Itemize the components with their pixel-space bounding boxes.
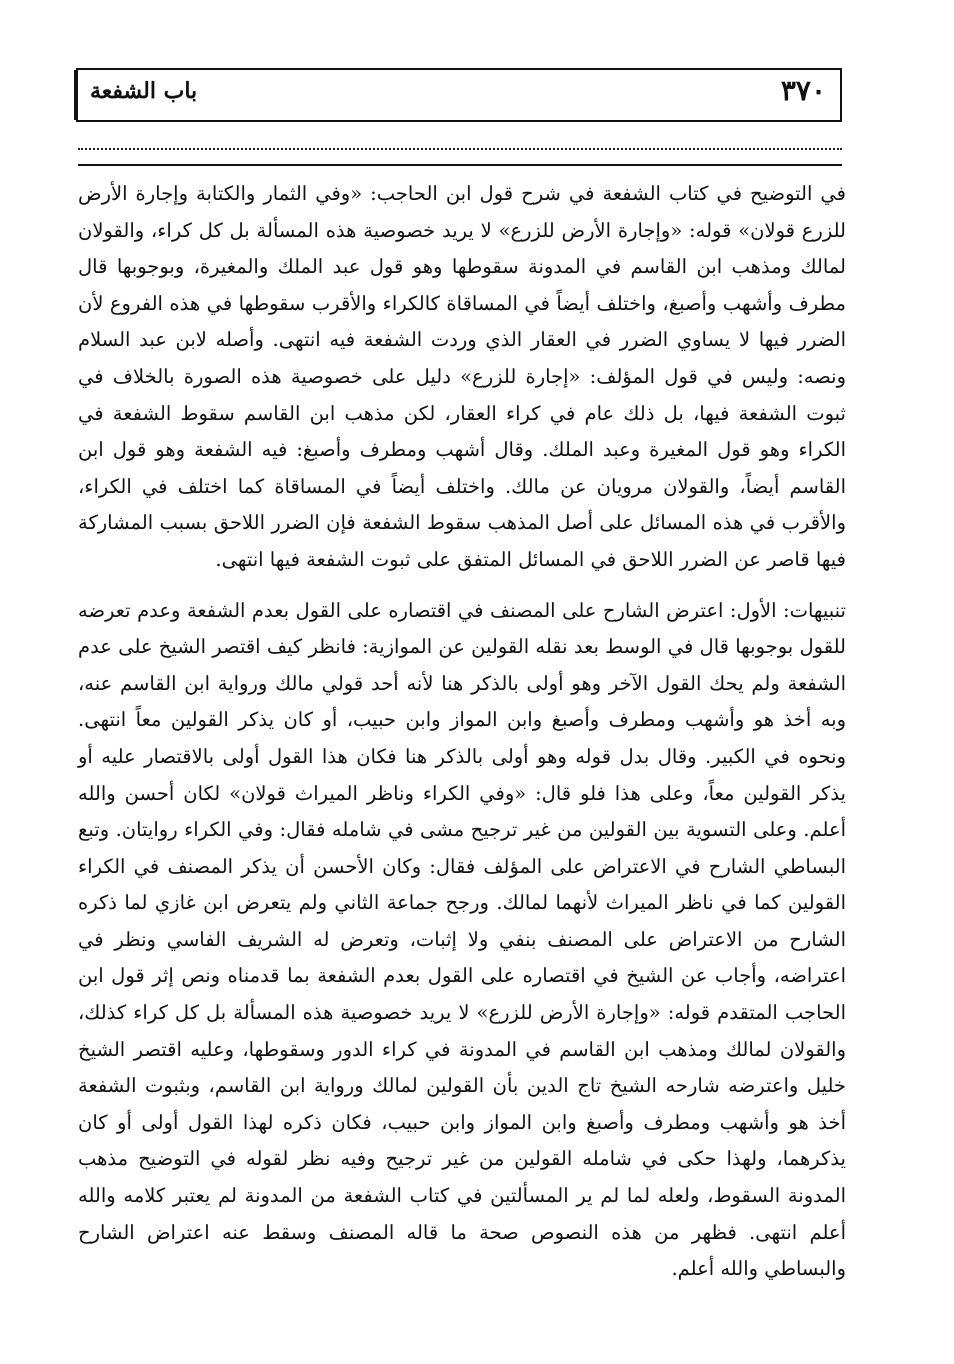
paragraph-2: تنبيهات: الأول: اعترض الشارح على المصنف في اقتصاره على القول بعدم الشفعة وعدم تعرضه للقول بوجوبها قال في الوسط بعد نقله القولين عن الموازية: فانظر كيف اقتصر الشيخ على عدم الشفعة ولم يحك القول الآخر وهو أولى بالذكر هنا لأنه أحد قولي مالك ورواية ابن القاسم عنه، وبه أخذ هو وأشهب ومطرف وأصبغ وابن المواز وابن حبيب، أو كان يذكر القولين معاً انتهى. ونحوه في الكبير. وقال بدل قوله وهو أولى بالذكر هنا فكان هذا القول أولى بالاقتصار عليه أو يذكر القولين معاً، وعلى هذا فلو قال: «وفي الكراء وناظر الميراث قولان» لكان أحسن والله أعلم. وعلى التسوية بين القولين من غير ترجيح مشى في شامله فقال: وفي الكراء روايتان. وتبع البساطي الشارح في الاعتراض على المؤلف فقال: وكان الأحسن أن يذكر المصنف في الكراء القولين كما في ناظر الميراث لأنهما لمالك. ورجح جماعة الثاني ولم يتعرض ابن غازي لما ذكره الشارح من الاعتراض على المصنف بنفي ولا إثبات، وتعرض له الشريف الفاسي ونظر في اعتراضه، وأجاب عن الشيخ في اقتصاره على القول بعدم الشفعة بما قدمناه ونص إثر قول ابن الحاجب المتقدم قوله: «وإجارة الأرض للزرع» لا يريد خصوصية هذه المسألة بل كل كراء كذلك، والقولان لمالك ومذهب ابن القاسم في المدونة في كراء الدور وسقوطها، وعليه اقتصر الشيخ خليل واعترضه شارحه الشيخ تاج الدين بأن القولين لمالك ورواية ابن القاسم، وبثبوت الشفعة أخذ هو وأشهب ومطرف وأصبغ وابن المواز وابن حبيب، فكان ذكره لهذا القول أولى أو كان يذكرهما، ولهذا حكى في شامله القولين من غير ترجيح وفيه نظر لقوله في التوضيح مذهب المدونة السقوط، ولعله لما لم ير المسألتين في كتاب الشفعة من المدونة لم يعتبر كلامه والله أعلم انتهى. فظهر من هذه النصوص صحة ما قاله المصنف وسقط عنه اعتراض الشارح والبساطي والله أعلم.	[78, 598, 846, 1281]
page-body	[78, 176, 846, 1288]
chapter-title: باب الشفعة	[90, 78, 198, 104]
solid-divider	[78, 164, 842, 166]
dotted-divider	[78, 148, 842, 150]
paragraph-1: في التوضيح في كتاب الشفعة في شرح قول ابن الحاجب: «وفي الثمار والكتابة وإجارة الأرض للزرع قولان» قوله: «وإجارة الأرض للزرع» لا يريد خصوصية هذه المسألة بل كل كراء، والقولان لمالك ومذهب ابن القاسم في المدونة سقوطها وهو قول عبد الملك والمغيرة، وبوجوبها قال مطرف وأشهب وأصبغ، واختلف أيضاً في المساقاة كالكراء والأقرب سقوطها في هذه الفروع لأن الضرر فيها لا يساوي الضرر في العقار الذي وردت الشفعة فيه انتهى. وأصله لابن عبد السلام ونصه: وليس في قول المؤلف: «إجارة للزرع» دليل على خصوصية هذه الصورة بالخلاف في ثبوت الشفعة فيها، بل ذلك عام في كراء العقار، لكن مذهب ابن القاسم سقوط الشفعة في الكراء وهو قول المغيرة وعبد الملك. وقال أشهب ومطرف وأصبغ: فيه الشفعة وهو قول ابن القاسم أيضاً، والقولان مرويان عن مالك. واختلف أيضاً في المساقاة كما اختلف في الكراء، والأقرب في هذه المسائل على أصل المذهب سقوط الشفعة فإن الضرر اللاحق بسبب المشاركة فيها قاصر عن الضرر اللاحق في المسائل المتفق على ثبوت الشفعة فيها انتهى.	[78, 182, 846, 571]
page-number: ٣٧٠	[780, 74, 826, 107]
page-header	[76, 68, 842, 122]
